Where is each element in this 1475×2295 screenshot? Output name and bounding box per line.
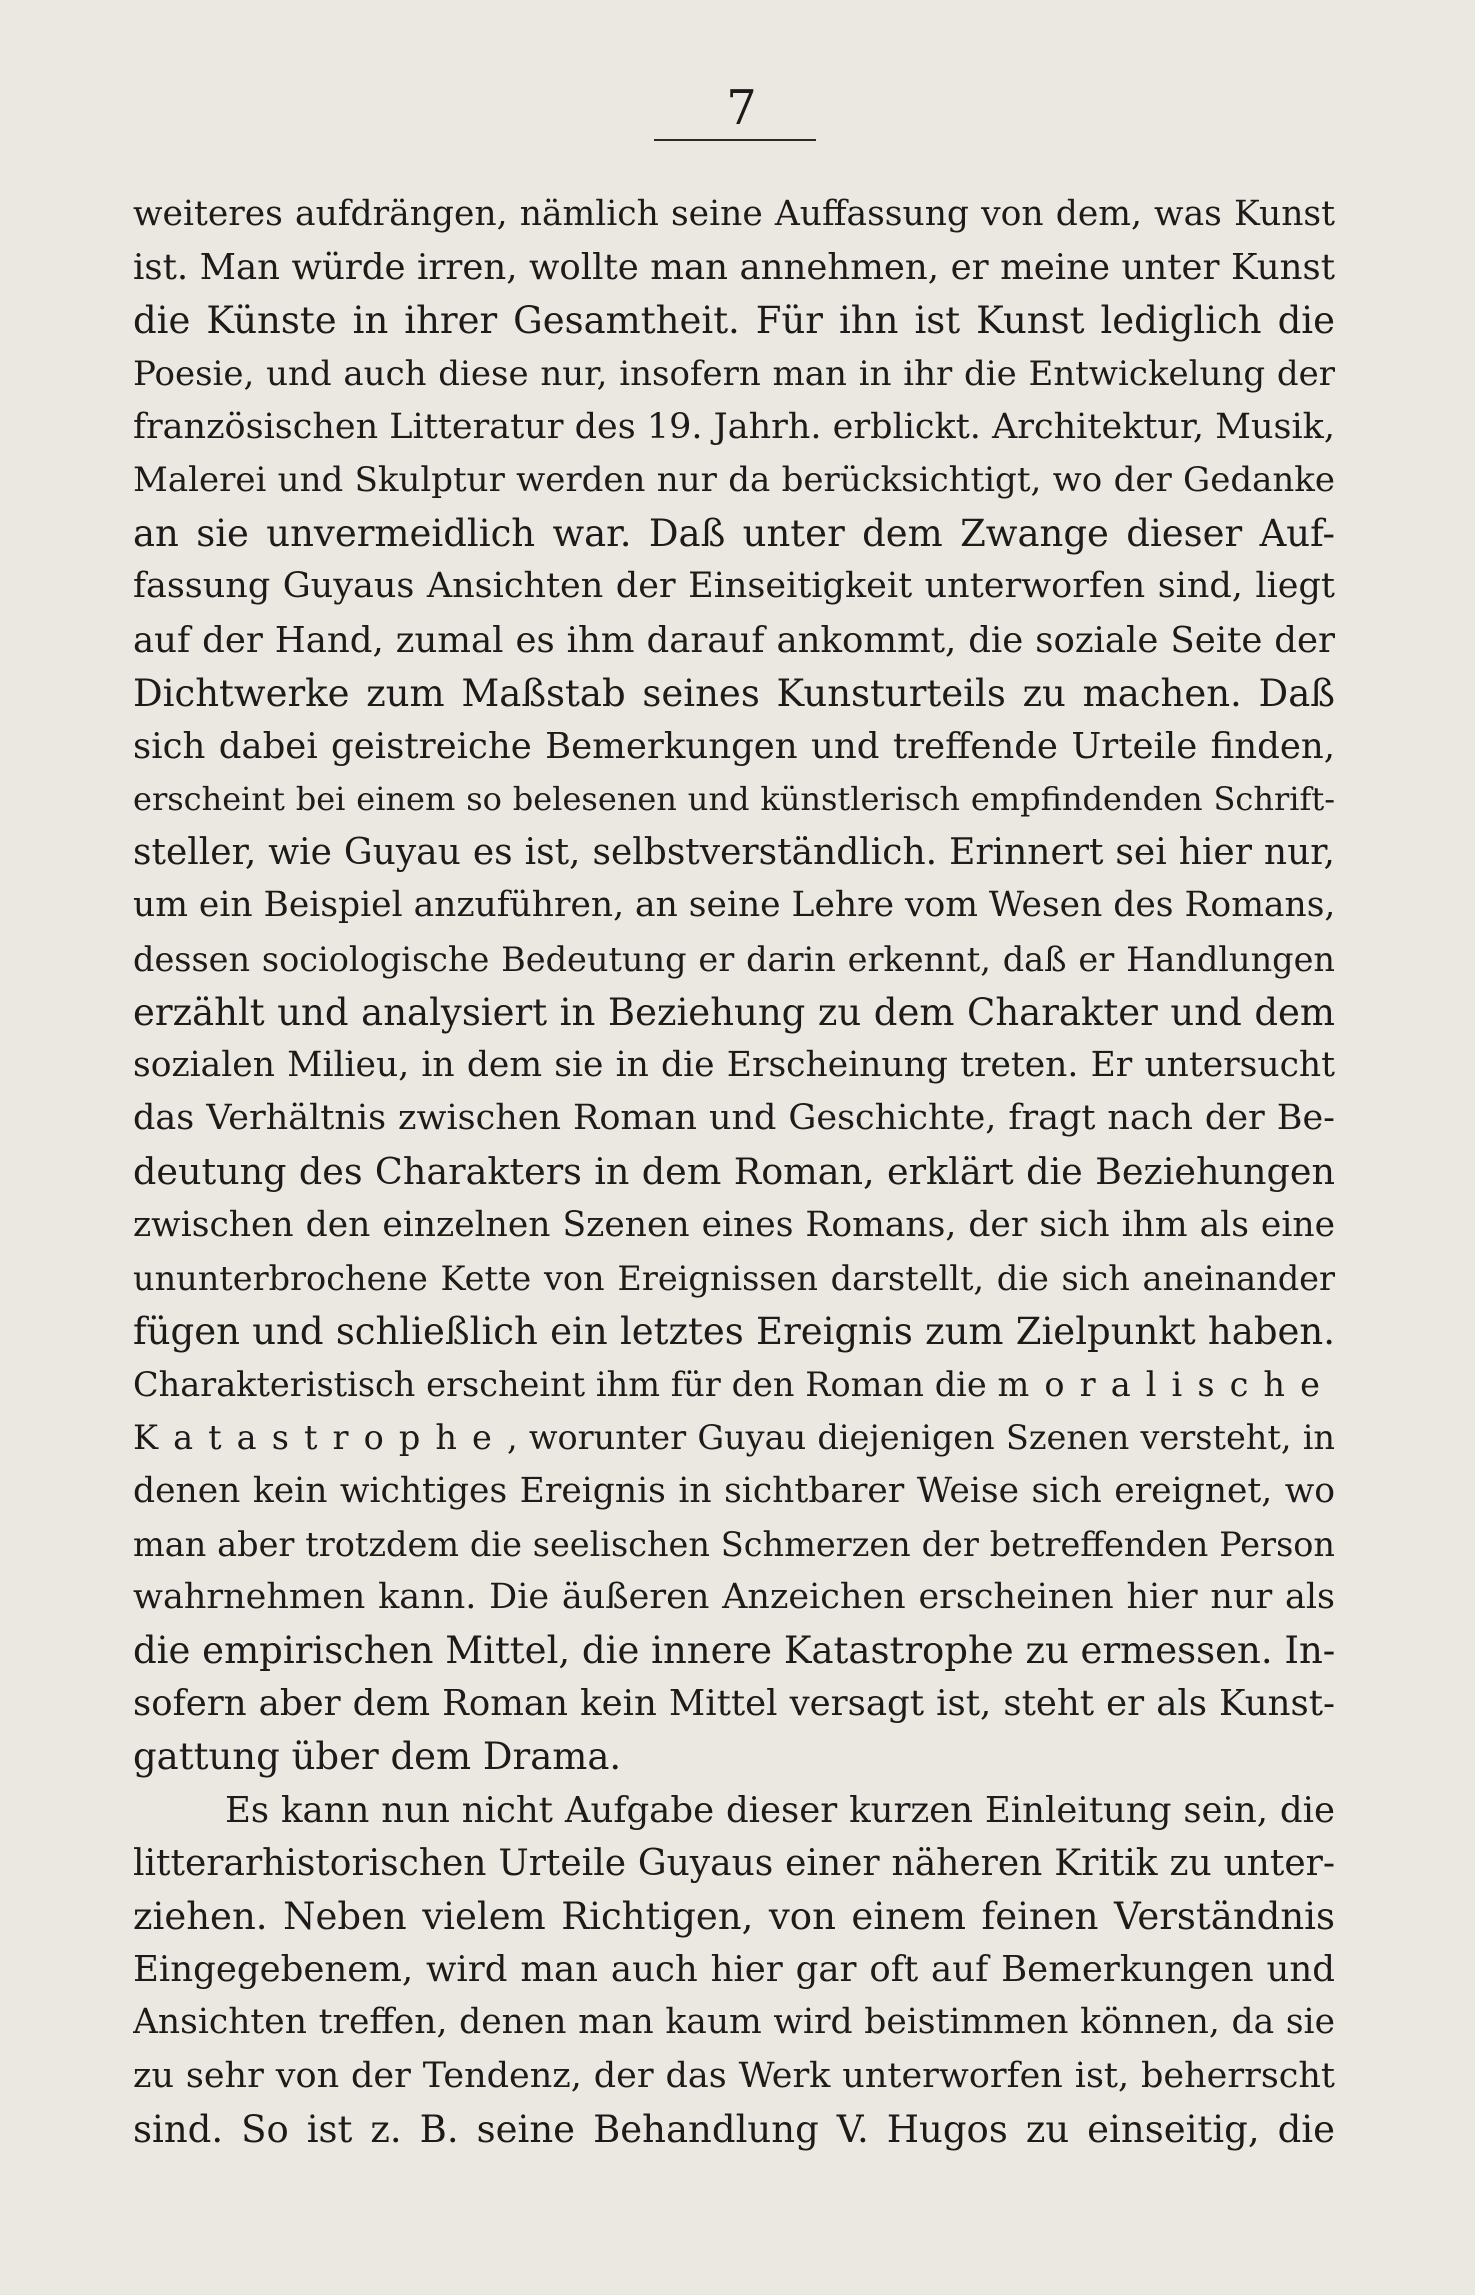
text-line: Poesie, und auch diese nur, insofern man in ihr die Entwickelung der: [133, 353, 1335, 394]
text-line: dessen sociologische Bedeutung er darin erkennt, daß er Handlungen: [133, 939, 1335, 979]
text-line: steller, wie Guyau es ist, selbstverständlich. Erinnert sei hier nur,: [133, 832, 1335, 874]
body-text: [133, 188, 1335, 2156]
text-line: zwischen den einzelnen Szenen eines Romans, der sich ihm als eine: [133, 1204, 1335, 1245]
header-rule: [654, 139, 816, 141]
spaced-term: Katastrophe: [133, 1418, 507, 1458]
text-line: das Verhältnis zwischen Roman und Geschichte, fragt nach der Be-: [133, 1098, 1335, 1139]
text-line: denen kein wichtiges Ereignis in sichtbarer Weise sich ereignet, wo: [133, 1470, 1335, 1511]
text-line: die Künste in ihrer Gesamtheit. Für ihn ist Kunst lediglich die: [133, 299, 1335, 343]
text-line-moralische: [133, 1358, 1335, 1411]
text-line: sofern aber dem Roman kein Mittel versagt ist, steht er als Kunst-: [133, 1683, 1335, 1725]
text-line: man aber trotzdem die seelischen Schmerzen der betreffenden Person: [133, 1524, 1335, 1564]
text-line: weiteres aufdrängen, nämlich seine Auffassung von dem, was Kunst: [133, 194, 1335, 234]
text-line: Es kann nun nicht Aufgabe dieser kurzen Einleitung sein, die: [225, 1789, 1335, 1831]
spaced-term: moralische: [997, 1365, 1335, 1405]
text-line: an sie unvermeidlich war. Daß unter dem Zwange dieser Auf-: [133, 512, 1335, 556]
text-segment: Charakteristisch erscheint ihm für den Roman die: [133, 1365, 998, 1405]
text-line: Dichtwerke zum Maßstab seines Kunsturteils zu machen. Daß: [133, 671, 1335, 715]
paragraph-1: [133, 188, 1335, 1784]
text-segment: , worunter Guyau diejenigen Szenen versteht, in: [506, 1418, 1335, 1458]
text-line: litterarhistorischen Urteile Guyaus einer näheren Kritik zu unter-: [133, 1842, 1335, 1884]
text-line: Malerei und Skulptur werden nur da berücksichtigt, wo der Gedanke: [133, 459, 1335, 500]
text-line-katastrophe: [133, 1411, 1335, 1464]
text-line: sozialen Milieu, in dem sie in die Erscheinung treten. Er untersucht: [133, 1045, 1335, 1085]
text-line: ziehen. Neben vielem Richtigen, von einem feinen Verständnis: [133, 1895, 1335, 1938]
text-line: um ein Beispiel anzuführen, an seine Lehre vom Wesen des Romans,: [133, 885, 1335, 926]
text-line: die empirischen Mittel, die innere Katastrophe zu ermessen. In-: [133, 1629, 1335, 1673]
text-line: deutung des Charakters in dem Roman, erklärt die Beziehungen: [133, 1150, 1335, 1194]
text-line: wahrnehmen kann. Die äußeren Anzeichen erscheinen hier nur als: [133, 1576, 1335, 1617]
text-line: erzählt und analysiert in Beziehung zu dem Charakter und dem: [133, 990, 1335, 1034]
text-line: erscheint bei einem so belesenen und künstlerisch empfindenden Schrift-: [133, 780, 1335, 819]
text-line: auf der Hand, zumal es ihm darauf ankommt, die soziale Seite der: [133, 619, 1335, 661]
text-line: sich dabei geistreiche Bemerkungen und treffende Urteile finden,: [133, 725, 1335, 767]
paragraph-2: [133, 1784, 1335, 2156]
text-line: fügen und schließlich ein letztes Ereignis zum Zielpunkt haben.: [133, 1309, 1335, 1353]
text-line: sind. So ist z. B. seine Behandlung V. Hugos zu einseitig, die: [133, 2107, 1335, 2151]
text-line: zu sehr von der Tendenz, der das Werk unterworfen ist, beherrscht: [133, 2055, 1335, 2096]
text-line: Eingegebenem, wird man auch hier gar oft auf Bemerkungen und: [133, 1949, 1335, 1991]
page-number: 7: [726, 80, 757, 136]
text-line: ist. Man würde irren, wollte man annehmen, er meine unter Kunst: [133, 247, 1335, 289]
text-line: gattung über dem Drama.: [133, 1735, 622, 1779]
text-line: ununterbrochene Kette von Ereignissen darstellt, die sich aneinander: [133, 1258, 1335, 1298]
text-line: fassung Guyaus Ansichten der Einseitigkeit unterworfen sind, liegt: [133, 566, 1335, 607]
text-line: Ansichten treffen, denen man kaum wird beistimmen können, da sie: [133, 2002, 1335, 2043]
text-line: französischen Litteratur des 19. Jahrh. erblickt. Architektur, Musik,: [133, 406, 1335, 447]
